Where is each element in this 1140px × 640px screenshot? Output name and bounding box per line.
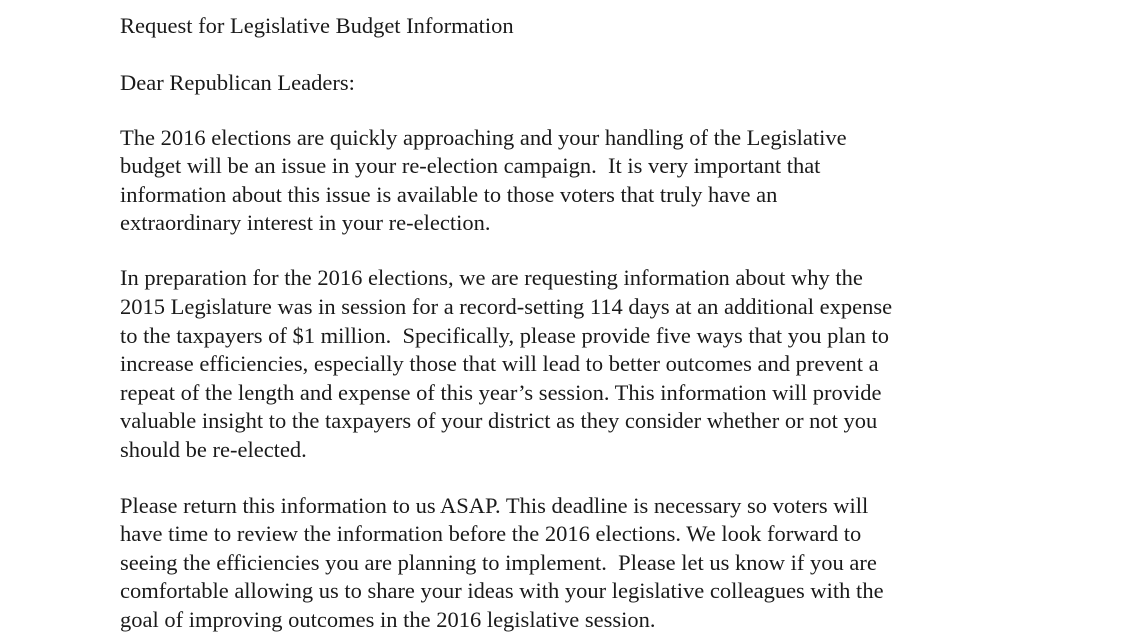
paragraph-line: 2015 Legislature was in session for a record-setting 114 days at an additional expense [120, 294, 893, 319]
paragraph-line: information about this issue is available to those voters that truly have an [120, 182, 778, 207]
paragraph-line: budget will be an issue in your re-election campaign. It is very important that [120, 153, 821, 178]
letter-subject: Request for Legislative Budget Information [120, 13, 514, 38]
paragraph-line: have time to review the information before the 2016 elections. We look forward to [120, 521, 862, 546]
paragraph-line: increase efficiencies, especially those that will lead to better outcomes and prevent a [120, 351, 879, 376]
paragraph-line: seeing the efficiencies you are planning to implement. Please let us know if you are [120, 550, 877, 575]
paragraph-line: In preparation for the 2016 elections, we are requesting information about why the [120, 265, 863, 290]
paragraph-line: should be re-elected. [120, 437, 307, 462]
paragraph-line: valuable insight to the taxpayers of your district as they consider whether or not you [120, 408, 878, 433]
letter-salutation: Dear Republican Leaders: [120, 70, 355, 95]
paragraph-line: Please return this information to us ASAP. This deadline is necessary so voters will [120, 493, 869, 518]
paragraph-line: to the taxpayers of $1 million. Specifically, please provide five ways that you plan to [120, 323, 889, 348]
paragraph-line: The 2016 elections are quickly approaching and your handling of the Legislative [120, 125, 847, 150]
paragraph-line: comfortable allowing us to share your ideas with your legislative colleagues with the [120, 578, 884, 603]
paragraph-line: repeat of the length and expense of this year’s session. This information will provide [120, 380, 882, 405]
paragraph-line: extraordinary interest in your re-election. [120, 210, 491, 235]
paragraph-line: goal of improving outcomes in the 2016 legislative session. [120, 607, 656, 632]
